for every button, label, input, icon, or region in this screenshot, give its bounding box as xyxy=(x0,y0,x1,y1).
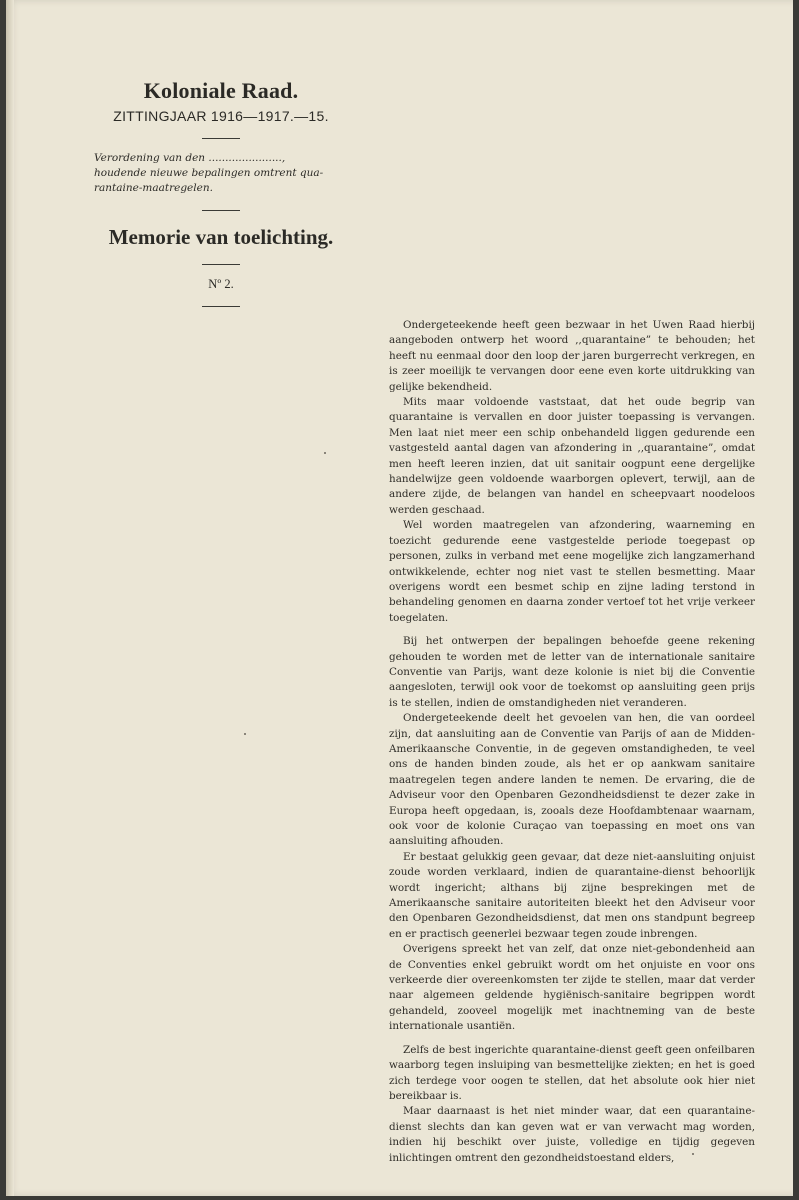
ordinance-line-1: Verordening van den ......................, xyxy=(94,152,286,164)
paper-speck xyxy=(324,452,326,454)
divider xyxy=(202,264,240,265)
ordinance-line-2: houdende nieuwe bepalingen omtrent qua- xyxy=(94,167,324,179)
divider xyxy=(202,306,240,307)
paper-speck xyxy=(692,1153,694,1155)
document-page xyxy=(6,0,793,1196)
council-title: Koloniale Raad. xyxy=(143,78,299,103)
paragraph: Maar daarnaast is het niet minder waar, dat een quarantaine-dienst slechts dan kan geven wat er van verwacht mag worden, indien hij beschikt over juiste, volledige en tijdig gegeven inlichtingen omtrent den gezondheidstoestand elders, xyxy=(389,1105,755,1164)
ordinance-subject xyxy=(86,151,356,196)
divider xyxy=(202,210,240,211)
memo-title: Memorie van toelichting. xyxy=(108,225,334,249)
paragraph: Er bestaat gelukkig geen gevaar, dat deze niet-aansluiting onjuist zoude worden verklaard, indien de quarantaine-dienst behoorlijk wordt ingericht; althans bij zijne besprekingen met de Amerikaansche sanitaire autoriteiten bleekt het den Adviseur voor den Openbaren Gezondheidsdienst, dat men ons standpunt begreep en er practisch geenerlei bezwaar tegen zoude inbrengen. xyxy=(389,850,755,940)
memo-body xyxy=(389,318,755,1166)
document-number: Nº 2. xyxy=(208,277,234,291)
paragraph: Zelfs de best ingerichte quarantaine-dienst geeft geen onfeilbaren waarborg tegen insluiping van besmettelijke ziekten; en het is goed zich terdege voor oogen te stellen, dat het absolute ook hier niet bereikbaar is. xyxy=(389,1043,755,1102)
paragraph: Ondergeteekende heeft geen bezwaar in het Uwen Raad hierbij aangeboden ontwerp het woord ,,quarantaine” te behouden; het heeft nu eenmaal door den loop der jaren burgerrecht verkregen, en is zeer moeilijk te vervangen door eene even korte uitdrukking van gelijke bekendheid. xyxy=(389,319,755,393)
paragraph: Wel worden maatregelen van afzondering, waarneming en toezicht gedurende eene vastgestelde periode toegepast op personen, zulks in verband met eene mogelijke zich langzamerhand ontwikkelende, echter nog niet vast te stellen besmetting. Maar overigens wordt een besmet schip en zijne lading terstond in behandeling genomen en daarna zonder vertoef tot het vrije verkeer toegelaten. xyxy=(389,519,755,624)
paper-speck xyxy=(244,733,246,735)
binding-edge xyxy=(6,0,14,1196)
document-header xyxy=(86,78,356,321)
paragraph: Overigens spreekt het van zelf, dat onze niet-gebondenheid aan de Conventies enkel gebruikt wordt om het onjuiste en voor ons verkeerde dier overeenkomsten ter zijde te stellen, maar dat verder naar algemeen geldende hygiënisch-sanitaire begrippen wordt gehandeld, zooveel mogelijk met inachtneming van de beste internationale usantiën. xyxy=(389,943,755,1033)
ordinance-line-3: rantaine-maatregelen. xyxy=(94,182,213,194)
session-year: ZITTINGJAAR 1916—1917.—15. xyxy=(113,108,329,124)
paragraph: Bij het ontwerpen der bepalingen behoefde geene rekening gehouden te worden met de letter van de internationale sanitaire Conventie van Parijs, want deze kolonie is niet bij die Conventie aangesloten, terwijl ook voor de toekomst op aansluiting geen prijs is te stellen, indien de omstandigheden niet veranderen. xyxy=(389,635,755,709)
paragraph: Mits maar voldoende vaststaat, dat het oude begrip van quarantaine is vervallen en door juister toepassing is vervangen. Men laat niet meer een schip onbehandeld liggen gedurende een vastgesteld aantal dagen van afzondering in ,,quarantaine”, omdat men heeft leeren inzien, dat uit sanitair oogpunt eene dergelijke handelwijze geen voldoende waarborgen oplevert, terwijl, aan de andere zijde, de belangen van handel en scheepvaart noodeloos werden geschaad. xyxy=(389,396,755,516)
divider xyxy=(202,138,240,139)
paragraph: Ondergeteekende deelt het gevoelen van hen, die van oordeel zijn, dat aansluiting aan de Conventie van Parijs of aan de Midden-Amerikaansche Conventie, in de gegeven omstandigheden, te veel ons de handen binden zoude, als het er op aankwam sanitaire maatregelen tegen andere landen te nemen. De ervaring, die de Adviseur voor den Openbaren Gezondheidsdienst te dezer zake in Europa heeft opgedaan, is, zooals deze Hoofdambtenaar waarnam, ook voor de kolonie Curaçao van toepassing en moet ons van aansluiting afhouden. xyxy=(389,712,755,848)
